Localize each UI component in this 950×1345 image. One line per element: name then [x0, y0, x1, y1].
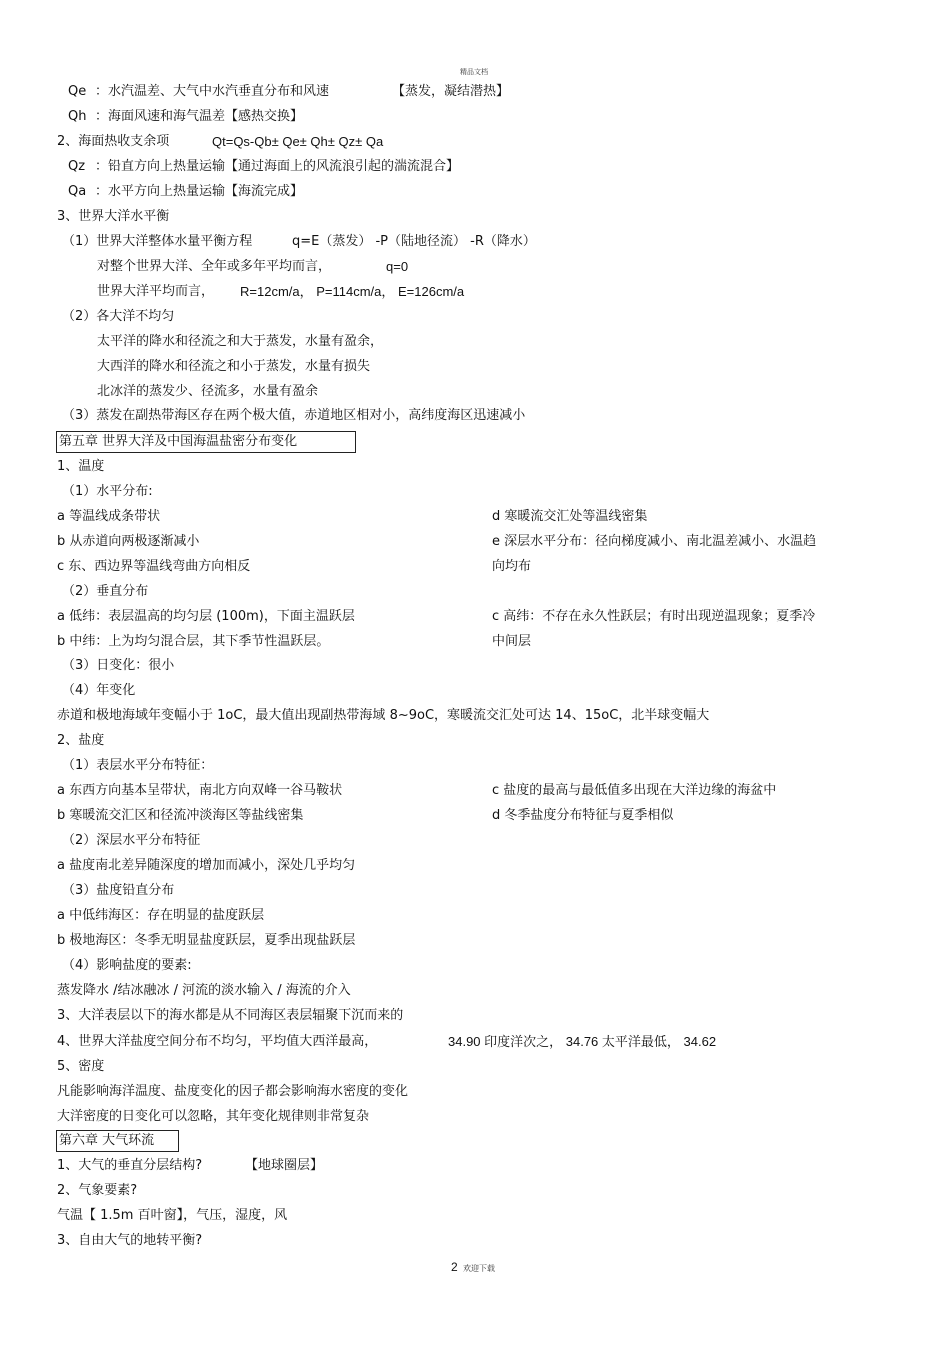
salinity-title: 2、盐度: [57, 733, 105, 748]
temp-vertical-c-cont: 中间层: [492, 634, 532, 649]
qh-label: Qh: [68, 109, 87, 124]
section-2-formula: Qt=Qs-Qb± Qe± Qh± Qz± Qa: [212, 134, 384, 149]
temperature-title: 1、温度: [57, 459, 105, 474]
point-4: 4、世界大洋盐度空间分布不均匀，平均值大西洋最高，: [57, 1034, 378, 1049]
temp-vertical-b: b 中纬：上为均匀混合层，其下季节性温跃层。: [57, 634, 330, 649]
question-1: 1、大气的垂直分层结构?: [57, 1158, 203, 1173]
question-3: 3、自由大气的地转平衡?: [57, 1233, 203, 1248]
question-2-answer: 气温【 1.5m 百叶窗】，气压，湿度，风: [57, 1208, 288, 1223]
footer-text: 欢迎下载: [463, 1264, 495, 1273]
temp-horizontal-a: a 等温线成条带状: [57, 509, 161, 524]
annual-variation-line: 赤道和极地海域年变幅小于 1oC，最大值出现副热带海域 8~9oC，寒暖流交汇处可达 14、15oC，北半球变幅大: [57, 708, 710, 723]
density-line-1: 凡能影响海洋温度、盐度变化的因子都会影响海水密度的变化: [57, 1084, 409, 1099]
qe-description: ：水汽温差、大气中水汽垂直分布和风速: [95, 84, 330, 99]
salinity-surface-a: a 东西方向基本呈带状，南北方向双峰一谷马鞍状: [57, 783, 343, 798]
annual-variation-title: （4）年变化: [62, 683, 136, 698]
temp-vertical-a: a 低纬：表层温高的均匀层 (100m)，下面主温跃层: [57, 609, 355, 624]
temp-horizontal-d: d 寒暖流交汇处等温线密集: [492, 509, 648, 524]
qz-label: Qz: [68, 159, 86, 174]
oceans-uneven-title: （2）各大洋不均匀: [62, 309, 175, 324]
water-balance-equation-title: （1）世界大洋整体水量平衡方程: [62, 234, 253, 249]
point-4-values: 34.90 印度洋次之， 34.76 太平洋最低， 34.62: [448, 1034, 717, 1049]
point-3: 3、大洋表层以下的海水都是从不同海区表层辐聚下沉而来的: [57, 1008, 404, 1023]
salinity-surface-d: d 冬季盐度分布特征与夏季相似: [492, 808, 674, 823]
water-balance-values: R=12cm/a， P=114cm/a， E=126cm/a: [240, 284, 465, 299]
qe-note: 【蒸发，凝结潜热】: [392, 84, 510, 99]
arctic-line: 北冰洋的蒸发少、径流多，水量有盈余: [97, 384, 319, 399]
temp-horizontal-b: b 从赤道向两极逐渐减小: [57, 534, 200, 549]
temp-vertical-c: c 高纬：不存在永久性跃层；有时出现逆温现象；夏季冷: [492, 609, 816, 624]
salinity-vertical-a: a 中低纬海区：存在明显的盐度跃层: [57, 908, 265, 923]
salinity-factors-line: 蒸发降水 /结冰融冰 / 河流的淡水输入 / 海流的介入: [57, 983, 351, 998]
question-1-note: 【地球圈层】: [245, 1158, 324, 1173]
vertical-distribution-title: （2）垂直分布: [62, 584, 149, 599]
evaporation-line: （3）蒸发在副热带海区存在两个极大值，赤道地区相对小，高纬度海区迅速减小: [62, 408, 526, 423]
water-balance-equation: q=E（蒸发） -P（陆地径流） -R（降水）: [292, 234, 536, 249]
density-line-2: 大洋密度的日变化可以忽略，其年变化规律则非常复杂: [57, 1109, 370, 1124]
temp-horizontal-e: e 深层水平分布：径向梯度减小、南北温差减小、水温趋: [492, 534, 817, 549]
temp-horizontal-e-cont: 向均布: [492, 559, 532, 574]
water-balance-line-2: 对整个世界大洋、全年或多年平均而言，: [97, 259, 332, 274]
salinity-factors-title: （4）影响盐度的要素:: [62, 958, 192, 973]
surface-salinity-title: （1）表层水平分布特征：: [62, 758, 214, 773]
salinity-surface-c: c 盐度的最高与最低值多出现在大洋边缘的海盆中: [492, 783, 777, 798]
qh-description: ：海面风速和海气温差【感热交换】: [95, 109, 304, 124]
section-2-title: 2、海面热收支余项: [57, 134, 170, 149]
question-2: 2、气象要素?: [57, 1183, 138, 1198]
temp-horizontal-c: c 东、西边界等温线弯曲方向相反: [57, 559, 251, 574]
qe-label: Qe: [68, 84, 87, 99]
salinity-deep-a: a 盐度南北差异随深度的增加而减小，深处几乎均匀: [57, 858, 356, 873]
vertical-salinity-title: （3）盐度铅直分布: [62, 883, 175, 898]
deep-salinity-title: （2）深层水平分布特征: [62, 833, 201, 848]
chapter-5-title: 第五章 世界大洋及中国海温盐密分布变化: [59, 434, 298, 449]
water-balance-line-3: 世界大洋平均而言，: [97, 284, 215, 299]
daily-variation: （3）日变化：很小: [62, 658, 175, 673]
water-balance-q-zero: q=0: [386, 259, 409, 274]
horizontal-distribution-title: （1）水平分布:: [62, 484, 153, 499]
chapter-6-title: 第六章 大气环流: [59, 1133, 155, 1148]
salinity-surface-b: b 寒暖流交汇区和径流冲淡海区等盐线密集: [57, 808, 304, 823]
section-3-title: 3、世界大洋水平衡: [57, 209, 170, 224]
page-number: 2: [451, 1260, 458, 1274]
page-header: 精品文档: [460, 68, 488, 76]
pacific-line: 太平洋的降水和径流之和大于蒸发，水量有盈余，: [97, 334, 384, 349]
qa-description: ：水平方向上热量运输【海流完成】: [95, 184, 304, 199]
atlantic-line: 大西洋的降水和径流之和小于蒸发，水量有损失: [97, 359, 371, 374]
salinity-vertical-b: b 极地海区：冬季无明显盐度跃层，夏季出现盐跃层: [57, 933, 356, 948]
qa-label: Qa: [68, 184, 87, 199]
qz-description: ：铅直方向上热量运输【通过海面上的风流浪引起的湍流混合】: [95, 159, 460, 174]
density-title: 5、密度: [57, 1059, 105, 1074]
